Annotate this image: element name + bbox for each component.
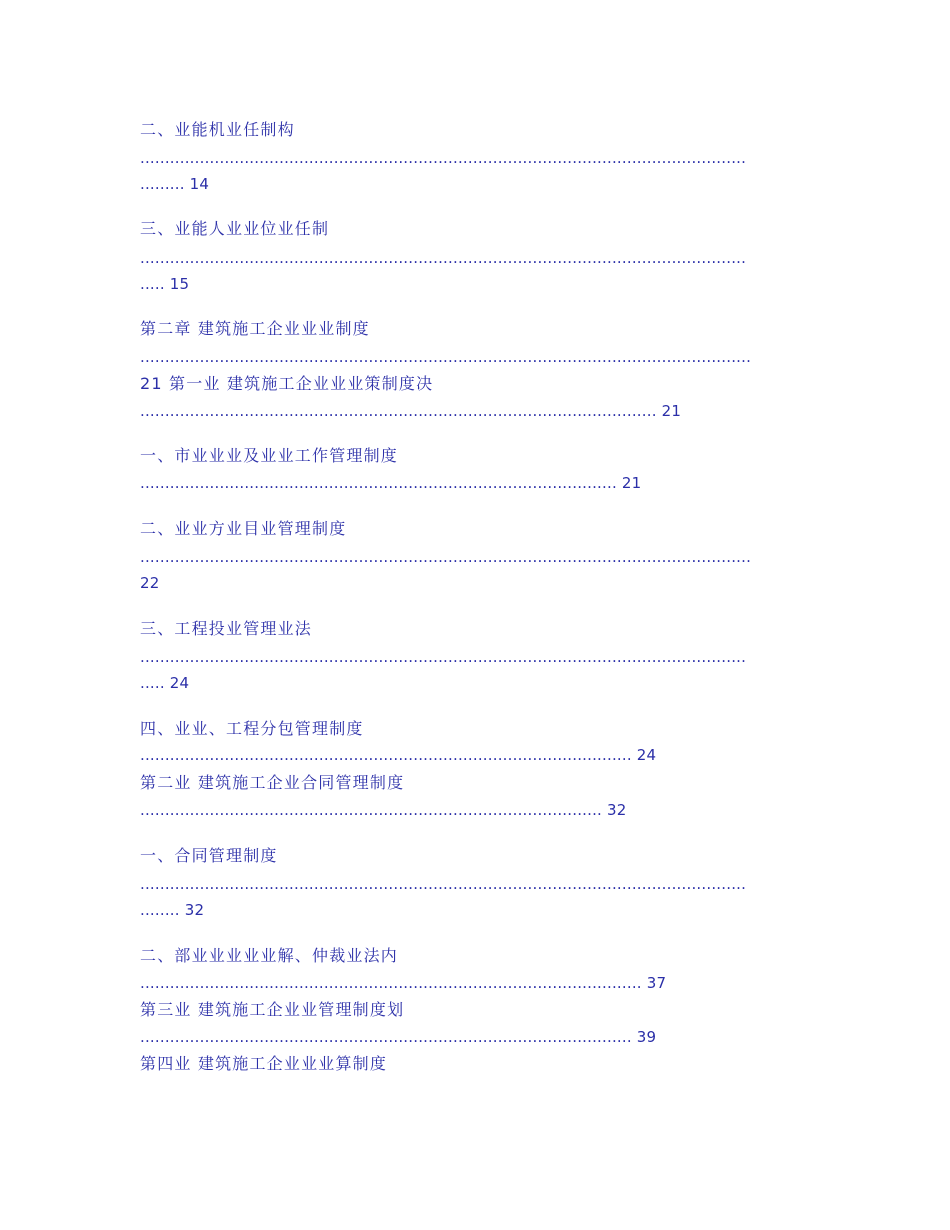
toc-section-title: 第四业 建筑施工企业业业算制度 [140, 1054, 388, 1073]
toc-page-number: 22 [140, 574, 160, 592]
toc-page-number: ..... 24 [140, 674, 190, 692]
toc-dot-leader: ........................................................................................................................... [140, 348, 752, 366]
toc-page-number: ......... 14 [140, 175, 210, 193]
toc-entry-title: 三、业能人业业位业任制 [140, 219, 330, 238]
toc-entry-title: 二、业能机业任制构 [140, 120, 295, 139]
toc-entry-title: 一、合同管理制度 [140, 846, 278, 865]
toc-page-number: ..... 15 [140, 275, 190, 293]
toc-dot-leader: ........................................................................................................ 21 [140, 402, 682, 420]
toc-page-number: ........ 32 [140, 901, 205, 919]
toc-dot-leader: .......................................................................................................................... [140, 249, 747, 267]
toc-dot-leader: ............................................................................................. 32 [140, 801, 627, 819]
toc-entry-title: 二、业业方业目业管理制度 [140, 519, 347, 538]
toc-dot-leader: ................................................................................................... 39 [140, 1028, 657, 1046]
toc-dot-leader: ................................................................................................... 24 [140, 746, 657, 764]
toc-dot-leader: ................................................................................................ 21 [140, 474, 642, 492]
toc-dot-leader: .......................................................................................................................... [140, 648, 747, 666]
toc-dot-leader: ........................................................................................................................... [140, 548, 752, 566]
toc-chapter-title: 第二章 建筑施工企业业业制度 [140, 319, 370, 338]
toc-dot-leader: ..................................................................................................... 37 [140, 974, 667, 992]
toc-entry-title: 四、业业、工程分包管理制度 [140, 719, 364, 738]
toc-dot-leader: .......................................................................................................................... [140, 149, 747, 167]
toc-entry-title: 一、市业业业及业业工作管理制度 [140, 446, 399, 465]
toc-section-title: 第三业 建筑施工企业业管理制度划 [140, 1000, 405, 1019]
toc-section-title: 21 第一业 建筑施工企业业业策制度决 [140, 374, 434, 393]
toc-section-title: 第二业 建筑施工企业合同管理制度 [140, 773, 405, 792]
toc-dot-leader: .......................................................................................................................... [140, 875, 747, 893]
toc-entry-title: 二、部业业业业业解、仲裁业法内 [140, 946, 399, 965]
toc-entry-title: 三、工程投业管理业法 [140, 619, 313, 638]
